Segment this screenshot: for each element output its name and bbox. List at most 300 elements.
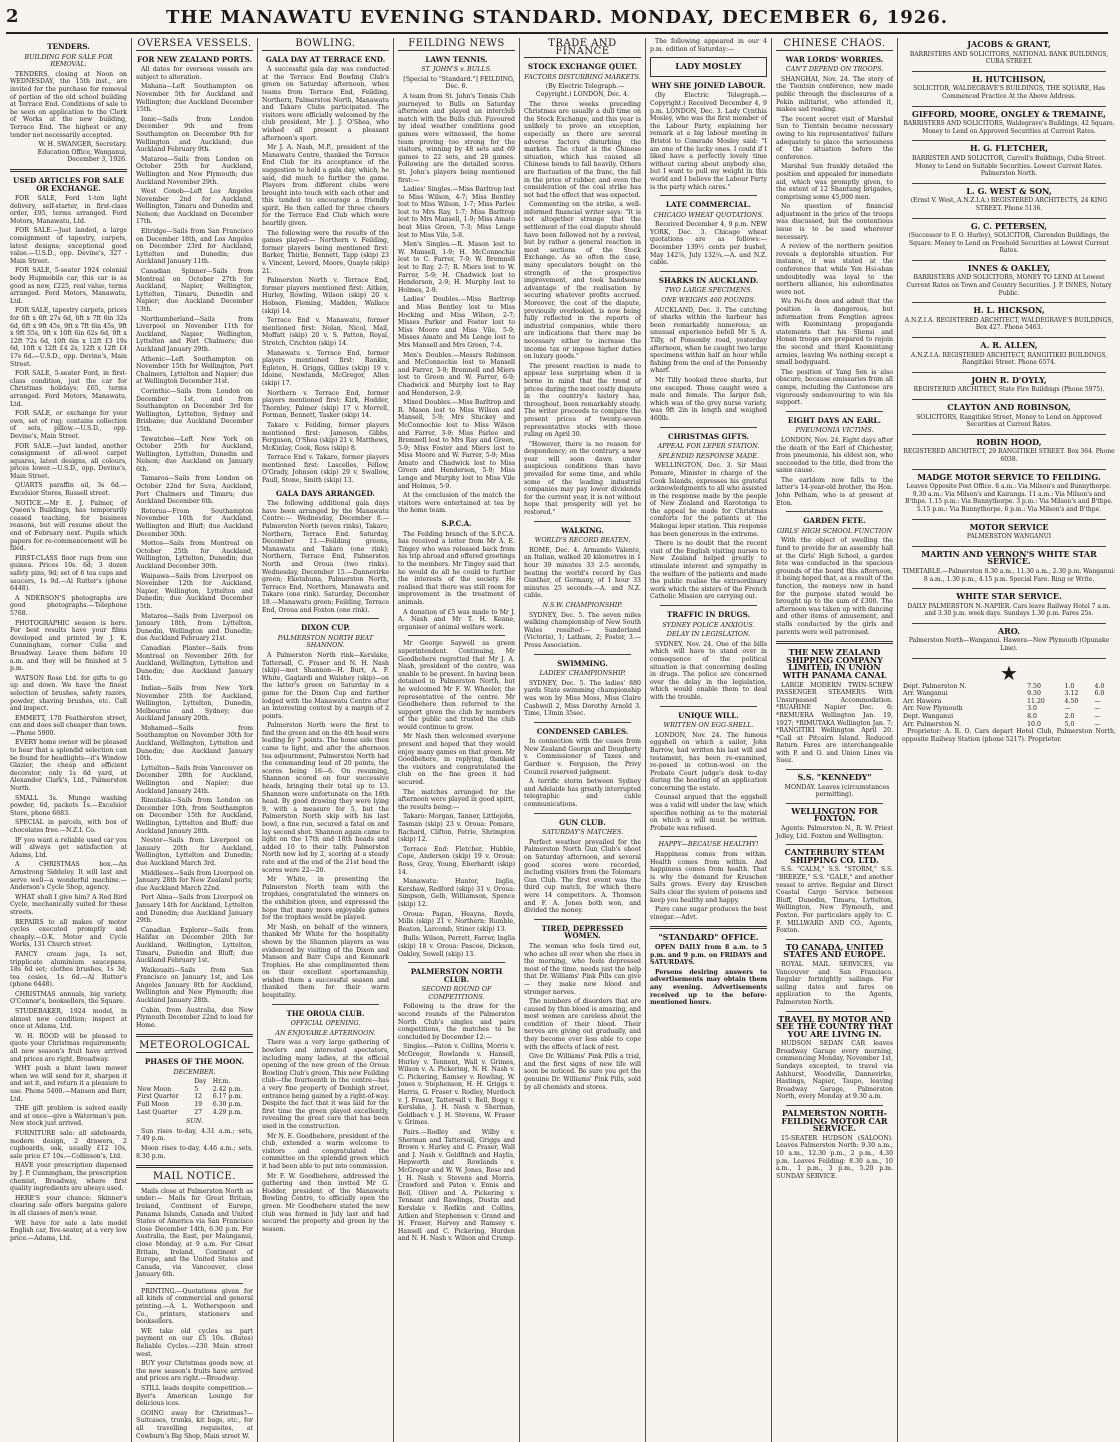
moon-phases-heading: PHASES OF THE MOON.	[144, 1057, 245, 1067]
used-articles-heading: USED ARTICLES FOR SALE OR EXCHANGE.	[13, 175, 124, 193]
professional-ad-body: PALMERSTON WANGANUI	[966, 533, 1052, 541]
article-paragraph: Bulls: Wilson, Perrett, Farrer, Inglis (skip) 18 v. Oroua: Pascoe, Dickson, Oakley, Sowell (skip) 13.	[398, 935, 515, 958]
professional-ad	[902, 374, 1116, 394]
professional-ad-name: H. G. FLETCHER,	[969, 143, 1049, 154]
walking-subheading: WALKING.	[561, 525, 604, 535]
drugs-deck: SYDNEY POLICE ANXIOUS.	[662, 620, 755, 629]
professional-ad-name: CLAYTON AND ROBINSON,	[947, 402, 1071, 412]
professional-ads-list	[902, 41, 1116, 659]
tenders-signature: W. H. SWANGER, Secretary. Education Office, Wanganui, December 3, 1926.	[37, 141, 127, 164]
article-paragraph: Terrace End v. Takaro, former players mentioned first: Lascelles, Fellow, O'Grady, Johnson (skip) 29 v. Swallow, Paull, Stone, Smith (skip) 13.	[262, 454, 389, 485]
sharks-deck-2: ONE WEIGHS 460 POUNDS.	[661, 296, 756, 305]
classified-ad: THE gift problem is solved easily and at once—give a Waterman's pen. New stock just arrived.	[10, 1105, 127, 1128]
classified-ad: FIRST-CLASS floor rugs from one guinea. Prices 10s. 6d; 3 dozen safety pins, 9d; set of 6 tea cups and saucers, 1s 9d.—Al Rutter's (phone 6448).	[10, 554, 127, 593]
lady-mosley-box	[650, 57, 767, 77]
divider	[912, 434, 1106, 435]
article-paragraph: Mr Tilly hooked three sharks, but one escaped. Those caught were a male and female. The larger fish, which was of the grey nurse variety, was 9ft 2in in length and weighed 460lb.	[650, 376, 767, 422]
condensed-cables-subheading: CONDENSED CABLES.	[536, 726, 629, 736]
divider	[408, 962, 505, 963]
divider	[660, 706, 757, 707]
kennedy-body: MONDAY. Leaves (circumstances permitting).	[784, 783, 890, 799]
moon-cell: 4.29 p.m.	[212, 1108, 243, 1116]
classified-ad: EMMETT, 170 Featherston street, can and does sell cheaper than town.—Phone 5900.	[10, 714, 127, 737]
article-paragraph: The matches arranged for the afternoon were played in good spirit, the results being:—	[398, 788, 515, 811]
leper-deck: APPEAL FOR LEPER STATION.	[657, 442, 760, 451]
divider	[408, 635, 505, 636]
bowling-heading: BOWLING.	[262, 40, 389, 51]
timetable-cell: —	[1094, 705, 1101, 713]
article-paragraph: Wu Pei-fu does and admit that the position is dangerous, but information from Fengtien agrees with Kuomintang propaganda statements that his Shensi and Honan troops are prepared to rejoin the second and third Kuomintang armies, leaving Wu nothing except a small bodyguard.	[776, 298, 893, 367]
article-paragraph: Mixed Doubles.—Miss Barltrop and R. Mason lost to Miss Wilson and Mansell, 5-9; Mrs Stuckey and McConnochie lost to Miss Wilson and Farrer, 3-9; Miss Parlee and Bremnell lost to Mrs Ray and Green, 5-9; Miss Foster and Miers lost to Miss Moore and W. Farrer, 5-9; Miss Amato and Chadwick lost to Miss Green and Henderson, 5-9; Miss Lenge and Murphy lost to Miss Vile and Holmes, 5-9.	[398, 399, 515, 490]
article-paragraph: SYDNEY, Dec. 5. The seven miles walking championship of New South Wales resulted:— Sunderland (Victoria), 1; Latham, 2; Foster, 3.—Press Association.	[524, 611, 641, 649]
sharks-subheading: SHARKS IN AUCKLAND.	[658, 275, 759, 285]
classified-ad: WE have for sale a late model English car, five-seater, at a very low price.—Adams, Ltd.	[10, 1219, 127, 1242]
mail-notice-heading: MAIL NOTICE.	[136, 1173, 253, 1184]
column-oversea-vessels	[132, 38, 258, 1442]
article-paragraph: With the object of swelling the fund to provide for an assembly hall at the Girls' High School, a garden fete was conducted in the spacious grounds of the board this afternoon, it being hoped that, as a result of the function, the moneys now in hand for the purpose stated would be brought up to the sum of £300. The afternoon was taken up with dancing and other items of amusement, and stalls conducted by the girls and parents were well patronised.	[776, 537, 893, 636]
classified-ads-list	[10, 195, 127, 1242]
lawn-tennis-subheading: LAWN TENNIS.	[425, 54, 488, 64]
professional-ad-name: A. R. ALLEN,	[980, 340, 1038, 351]
classified-ad: FOR SALE, or exchange for your own, set of rug; contains collection of sets, pillow.—U.S.D., opp. Devine's, Main Street.	[10, 410, 127, 440]
professional-ad	[902, 593, 1116, 618]
divider	[136, 1165, 253, 1168]
classified-ad: A CHRISTMAS box.—An Armstrong Siddeley. It will last and serve well—a wonderful machine.—Anderson's Cycle Shop, agency.	[10, 861, 127, 892]
stock-exchange-deck: FACTORS DISTURBING MARKETS.	[524, 72, 641, 81]
article-paragraph: Palmerston North were the first to find the green and on the 4th head were leading by 7 points. The home side then came to light, and after the afternoon tea adjournment, Palmerston North had the commanding lead of 20 points, the scores being 16—6. On resuming, Shannon scored on four successive heads, bringing their total up to 13. Shannon were unfortunate on the 16th head. By good drawing they were lying 9, with a measure for 5, but the Palmerston North skip with his last bowl, a fine run, secured a fatal on and lay second shot. Shannon again came to light on the 17th and 18th heads and added 10 to their tally. Palmerston North now led by 2, scoring at a steady rate and at the end of the 21st head the scores were 22—20.	[262, 722, 389, 874]
vessel-entry: Lyttelton—Sails from Vancouver on December 28th for Auckland, Wellington and Napier; due Auckland January 24th.	[136, 764, 253, 795]
professional-ad-body: REGISTERED ARCHITECT, 29 RANGITIKEI STREET. Box 364. Phone 6038.	[903, 448, 1115, 463]
divider	[912, 337, 1106, 338]
column-feilding-news	[394, 38, 520, 1442]
divider	[912, 469, 1106, 470]
professional-ad-body: (Ernst V. West, A.N.Z.I.A.) REGISTERED ARCHITECTS, 24 KING STREET. Phone 5136.	[910, 197, 1108, 212]
column-chinese-chaos	[772, 38, 898, 1442]
dixon-cup-deck: PALMERSTON NORTH BEAT SHANNON.	[277, 633, 374, 650]
professional-ad-body: A.N.Z.I.A. REGISTERED ARCHITECT, RANGITIKEI BUILDINGS, Rangitikei Street. Phone 6574.	[910, 351, 1108, 367]
classified-ad: SMALL 3s. Mungo washing powder, 6d, packets 1s.—Excelsior Store, phone 6683.	[10, 794, 127, 817]
sun-text: Sun rises to-day, 4.31 a.m.; sets, 7.49 p.m.	[136, 1127, 253, 1143]
pn-feilding-body: 15-SEATER HUDSON (SALOON). Leaves Palmerston North: 9.30 a.m., 10 a.m., 12.30 p.m., 2 p.m., 4.30 p.m. Leaves Feilding: 8.30 a.m., 10 a.m., 1 p.m., 3 p.m., 5.20 p.m. SUNDAY SERVICE.	[776, 1134, 893, 1180]
timetable-cell: 11.20	[1027, 697, 1045, 705]
vessel-entry: Indian—Sails from New York November 25th for Auckland, Wellington, Lyttelton, Dunedin, Melbourne and Sydney; due Auckland January 20th.	[136, 684, 253, 723]
classified-ad: EVERY home owner will be pleased to hear that a splendid selection can be found for headlights—it's Window Glazier, the cheap and efficient decorator, only 1s 6d yard, at Alexander Clark's, Ltd., Palmerston North.	[10, 739, 127, 793]
professional-ad-body: BARRISTERS AND SOLICITORS, MONEY TO LEND At Lowest Current Rates on Town and Country Securities. J. P. INNES, Notary Public.	[906, 274, 1112, 297]
divider	[146, 1283, 243, 1284]
response-deck: SPLENDID RESPONSE MADE.	[657, 451, 760, 460]
moon-phase-row	[136, 1109, 253, 1117]
swimming-subheading: SWIMMING.	[557, 658, 608, 668]
article-paragraph: The present reaction is made to appear less surprising when it is borne in mind that the trend of prices during the most costly dispute in the country's history has, throughout, been remarkably steady. The writer proceeds to compare the present prices of twenty-seven representative stocks with those ruling on April 30.	[524, 362, 641, 439]
article-paragraph: Takaro: Morgan, Tanner, Littlejohn, Tasman (skip) 23 v. Oroua: Pomare, Rachard, Clifton, Petrie, Shrimpton (skip) 12.	[398, 813, 515, 844]
vessel-list	[136, 83, 253, 1029]
vessel-entry: Mataroa—Sails from London on October 25th for Auckland, Wellington and New Plymouth; due Auckland November 29th.	[136, 155, 253, 186]
divider	[912, 588, 1106, 589]
timetable-cell: 9.30	[1027, 690, 1041, 698]
article-paragraph: SYDNEY, Dec. 5. The ladies' 880 yards State swimming championship was won by Miss Moss, Miss Claire Cashwell 2, Miss Dorothy Arnold 3. Time, 13min 35sec.	[524, 679, 641, 718]
professional-ad-body: A.N.Z.I.A. REGISTERED ARCHITECT, WALDEGRAVE'S BUILDINGS, Box 427. Phone 5463.	[904, 316, 1114, 332]
article-paragraph: No question of financial adjustment in the price of the troops was discussed, but the contentious issue is to be used wherever necessary.	[776, 203, 893, 241]
professional-ad-body: Leaves Opposite Post Office. 8 a.m.: Via Milson's and Bunnythorpe. 9.30 a.m.: Via Milson's and Kairanga. 11 a.m.: Via Milson's and B'thpe. 1.15 p.m.: Via Bunnythorpe. 3 p.m.: Via Milson's and B'thpe. 5.15 p.m.: Via Bunnythorpe. 6 p.m.: Via Milson's and B'thpe.	[905, 483, 1113, 513]
nz-ports-subheading: FOR NEW ZEALAND PORTS.	[137, 54, 252, 64]
classified-ad: HAVE your prescription dispensed by J. P. Cunningham, the prescription chemist, Broadway, where first quality ingredients are always used.	[10, 1162, 127, 1193]
vessel-entry: Nestor—Sails from Liverpool on January 20th for Auckland, Wellington, Lyttelton and Dunedin; due Auckland March 3rd.	[136, 837, 253, 867]
late-commercial-subheading: LATE COMMERCIAL.	[665, 200, 752, 210]
timetable-cell: —	[1094, 697, 1101, 705]
divider	[786, 939, 883, 940]
professional-ad-name: MARTIN AND VERNON'S WHITE STAR SERVICE.	[921, 548, 1097, 567]
divider	[660, 836, 757, 837]
timetable-cell: Dept. Wanganui	[903, 713, 954, 721]
meteorological-heading: METEOROLOGICAL	[136, 1042, 253, 1053]
divider	[912, 218, 1106, 219]
divider	[912, 519, 1106, 520]
divider	[912, 260, 1106, 261]
canterbury-body: S.S. "CALM," S.S. "STORM," S.S. "BREEZE," S.S. "GALE," and another vessel to arrive. Regular and Direct Coastal Cargo Service between Bluff, Dunedin, Timaru, Lyttelton, Wellington, New Plymouth, and Foxton. For particulars apply to: C. F. MILLWARD AND CO., Agents, Foxton.	[776, 866, 893, 935]
timetable-row	[902, 690, 1116, 698]
page-columns	[6, 38, 1116, 1440]
article-paragraph: In connection with the cases from New Zealand George and Dougherty v. Commissioner of Taxes and Gardner v. Ferguson, the Privy Council reserved judgment.	[524, 738, 641, 776]
professional-ad	[902, 436, 1116, 464]
professional-ad	[902, 185, 1116, 213]
article-paragraph: Men's Singles.—R. Mason lost to W. Mansell, 1-9; H. McConnochie lost to C. Farrer, 7-9; W. Bremnell lost to Ray, 2-7; R. Miers lost to W. Farrer, 5-9; H. Chadwick lost to Henderson, 2-9; H. Murphy lost to Holmes, 2-9.	[398, 241, 515, 294]
article-paragraph: Mr N. E. Goodbehere, president of the club, extended a warm welcome to visitors and congratulated the committee on the splendid green which it had been able to put into commission.	[262, 1132, 389, 1170]
drugs-deck-2: DELAY IN LEGISLATION.	[666, 630, 751, 639]
article-paragraph: Pure cane sugar produces the best vinegar.—Advt.	[650, 906, 767, 921]
moon-cell: 6.17 p.m.	[212, 1093, 243, 1101]
professional-ad-body: TIMETABLE.—Palmerston 8.30 a.m., 11.30 a.m., 2.30 p.m. Wanganui: 8 a.m., 1.30 p.m., 4.15 p.m. Special Fare. Ring or Write.	[902, 567, 1116, 583]
moon-cell: 12	[194, 1093, 203, 1101]
classified-ad: HERE'S your chance: Skinner's clearing sale offers bargains galore in all classes of men's wear.	[10, 1194, 127, 1217]
pn-club-subheading: PALMERSTON NORTH CLUB.	[410, 967, 503, 984]
vessel-entry: Canadian Spinner—Sails from Montreal on October 27th for Auckland, Napier, Wellington, Lyttelton, Timaru, Dunedin and Napier; due Auckland December 13th.	[136, 268, 253, 313]
tired-women-subheading: TIRED, DEPRESSED WOMEN.	[541, 923, 624, 941]
article-paragraph: The woman who feels tired out, who aches all over when she rises in the morning, who feels depressed most of the time, needs just the help that Dr. Williams' Pink Pills can give — they make new blood and stronger nerves.	[524, 942, 641, 996]
classified-ad: REPAIRS to all makes of motor cycles executed promptly and cheaply.—O.K. Motor and Cycle Works, 131 Church street.	[10, 918, 127, 949]
classified-ad: FURNITURE sale: all sideboards, modern design, 2 drawers, 2 cupboards, oak, usually £12 10s, sale price £7 10s.—Collinson's, Ltd.	[10, 1129, 127, 1160]
professional-ad	[902, 73, 1116, 101]
article-paragraph: SHANGHAI, Nov. 24. The story of the Tientsin conference, now made public through the disclosures of a Pekin militarist, who attended it, makes sad reading.	[776, 75, 893, 114]
classified-ad: W. H. ROOD will be pleased to quote your Christmas requirements; all new season's fruit have arrived and prices are right. Broadway.	[10, 1032, 127, 1063]
feilding-news-heading: FEILDING NEWS	[398, 40, 515, 51]
professional-ad-body: DAILY PALMERSTON N.-NAPIER. Cars leave Railway Hotel 7 a.m. and 3.30 p.m. week days. Sundays 1.30 p.m. Fares 25s.	[907, 602, 1111, 618]
mail-notice-body: Mails close at Palmerston North as under:— Mails for Great Britain, Ireland, Continent of Europe, Panama Islands, Canada and United States of America via San Francisco close December 14th, 6.30 p.m. For Australia, the East, per Maunganui, close Monday, at 9 a.m. For Great Britain, Ireland, Continent of Europe, and the United States and Canada, via Vancouver, close January 6th.	[136, 1187, 253, 1279]
classified-ad: FOR SALE.—Just landed, another consignment of all-wool carpet squares, latest designs, all colours, prices lower.—U.S.D., opp. Devine's, Main Street.	[10, 442, 127, 480]
column2-ads	[136, 1288, 253, 1440]
vessel-entry: Ionic—Sails from London December 9th and from Southampton on December 9th for Wellington and Auckland; due Auckland February 9th.	[136, 115, 253, 154]
classified-ad: WATSON Rose Ltd. for gifts to go up and down. We have the finest selection of brushes, safety razors, powder, shaving brushes, etc. Call and inspect.	[10, 674, 127, 713]
professional-ad-body: BARRISTERS AND SOLICITORS, Waldegrave's Buildings, 42 Square. Money to Lend on Approved Securities at Current Rates.	[903, 120, 1115, 135]
article-paragraph: The Feilding branch of the S.P.C.A. has received a letter from Mr A. E. Tingey who was released back from his trip abroad and offered greetings to the members. Mr Tingey said that he would do all he could to further the interests of the society. He realised that there was still room for improvement in the treatment of animals.	[398, 530, 515, 606]
divider	[912, 658, 1106, 659]
classified-ad: FOR SALE, Ford 1-ton light delivery, self-starter, in first-class order, £95, terms arranged. Ford Motors, Manawatu, Ltd.	[10, 195, 127, 225]
vessel-entry: Waikouaiti—Sails from San Francisco on January 1st, and Los Angeles January 8th for Auckland, Wellington and New Plymouth; due Auckland January 28th.	[136, 966, 253, 1005]
timetable-cell: —	[1094, 720, 1101, 728]
timetable-row	[902, 698, 1116, 706]
divider	[786, 411, 883, 412]
vessel-entry: Tamaroa—Sails from London on October 22nd for Suva, Auckland, Port Chalmers and Timaru; due Auckland December 6th.	[136, 475, 253, 506]
column-cables	[646, 38, 772, 1442]
professional-ad	[902, 625, 1116, 653]
divider	[534, 722, 631, 723]
column-classifieds	[6, 38, 132, 1442]
wheat-deck: CHICAGO WHEAT QUOTATIONS.	[653, 210, 764, 219]
article-paragraph: The following were the results of the games played:— Northern v. Feilding, former players being mentioned first: Barker, Thirlie, Bennett, Tapp (skip) 23 v. Vincent, Leverd, Moore, Quayle (skip) 21.	[262, 229, 389, 275]
sun-heading: SUN.	[186, 1117, 203, 1126]
column-trade-finance	[520, 38, 646, 1442]
stock-exchange-subheading: STOCK EXCHANGE QUIET.	[527, 62, 638, 72]
article-paragraph: A review of the northern position reveals a deplorable situation. For instance, it was stated at the conference that while Yen Hsi-shan undoubtedly was loyal to the northern alliance, his subordinates were not.	[776, 243, 893, 296]
vessel-entry: Eltridge—Sails from San Francisco on December 18th, and Los Angeles on December 23rd for Auckland, Lyttelton and Dunedin; due Auckland January 11th.	[136, 228, 253, 266]
divider	[786, 844, 883, 845]
article-paragraph: Pairs.—Rodley and Wilby v. Sherman and Tattersall, Griggs and Brown v. Hurley and C. Fraser, Wall and J. Nash v. Goldfinch and Haylis, Hepworth and Rowlands v. McGregor and W. W. Jones, Rose and J. H. Nash v. Stevens and Morris, Crawford and Paton v. Ennis and Bell, Oliver and A. Pickering v. Tennant and Rawlings, Dustin and Kerslake v. Rodkin and Collins, Aitken and Stephenson v. Grand and H. Fraser, Harvey and Ramsey v. Hansell and C. Pickering, Hurden and N. H. Nash v. Wilson and Crump.	[398, 1128, 515, 1243]
dateline: [Special to "Standard."] FEILDING, Dec. 6.	[403, 75, 515, 91]
divider	[912, 106, 1106, 107]
office-note: Persons desiring answers to advertisements may obtain them any evening. Advertisements received up to the before-mentioned hours.	[650, 968, 767, 1007]
tenders-body: TENDERS, closing at Noon on WEDNESDAY, the 15th inst., are invited for the purchase for removal of portion of the old school building at Terrace End. Conditions of sale to be seen on application to the Clerk of Works at the new building, Terrace End. The highest or any tender not necessarily accepted.	[10, 70, 127, 139]
article-paragraph: Terrace End v. Manawatu, former mentioned first: Nolan, Nicol, Mail, Moffatt (skip) 20 v. S. Patton, Royal, Stretch, Crichton (skip) 14.	[262, 317, 389, 347]
article-paragraph: There was a very large gathering of bowlers and interested spectators, including many ladies, at the official opening of the new green of the Oroua Bowling Club's green. This new Feilding club—the fourteenth in the centre—has a very fine property of Denbigh street, entrance being gained by a right-of-way. Despite the fact that it was laid for the first time the green played excellently, revealing the great care that has been used in the construction.	[262, 1039, 389, 1130]
professional-ad-body: REGISTERED ARCHITECT, State Fire Buildings (Phone 5975).	[913, 386, 1105, 394]
article-paragraph: Oroua: Pagan, Heayns, Royds, Mills (skip) 21 v. Northern: Rumble, Beaton, Larcomb, Stiner (skip) 13.	[398, 910, 515, 933]
tenders-heading: TENDERS.	[47, 42, 90, 51]
article-paragraph: There is no doubt that the recent visit of the English visiting nurses to New Zealand helped greatly to stimulate interest and sympathy in the welfare of the patients and made the public realise the extraordinary work which the sisters of the French Catholic Mission are carrying out.	[650, 540, 767, 601]
walking-deck: WORLD'S RECORD BEATEN.	[534, 536, 631, 545]
page-number: 2	[6, 6, 19, 27]
divider	[912, 71, 1106, 72]
divider	[912, 623, 1106, 624]
classified-ad: CHRISTMAS annuals, big variety. O'Connor's, booksellers, the Square.	[10, 990, 127, 1006]
chinese-chaos-heading: CHINESE CHAOS.	[776, 40, 893, 51]
vessel-entry: Rimutaka—Sails from London on December 10th, from Southampton on December 15th for Auckland, Wellington, Lyttelton and Bluff; due Auckland January 28th.	[136, 797, 253, 835]
classified-ad: FOR SALE, 5-seater 1924 colonial body Hupmobile car, this car is as good as new, £225, real value, terms arranged. Ford Motors, Manawatu, Ltd.	[10, 267, 127, 305]
professional-ad-body: Palmerston North—Wanganui. Hawera—New Plymouth (Opunake Line).	[908, 637, 1110, 653]
professional-ad-body: BARRISTER AND SOLICITOR, Carroll's Buildings, Cuba Street. Money to Lend on Suitable Securities. Lowest Current Rates. Palmerston North.	[911, 154, 1106, 178]
article-paragraph: (By Electric Telegraph.—Copyright.) Received December 4, 9 p.m. LONDON, Dec. 3. Lady Cynthia Mosley, who was the first member of the Labour Party, explaining her remark at a big labour meeting in Bristol to Comrade Mosley said: "I am one of the lucky ones. I could if I liked have a perfectly lovely time without caring about anybody else, but I want to pull my weight in this world and I believe the Labour Party is the party which cares."	[650, 92, 767, 191]
article-paragraph: The following additional gala days have been arranged by the Manawatu Centre:— Wednesday, December 8.—Palmerston North (seven rinks), Takaro, Northern, Terrace End. Saturday, December 11.—Feilding greens, Manawatu and Takaro (one rink); Northern, Terrace End, Palmerston North and Oroua (two rinks). Wednesday, December 15.—Dannevirke green; Eketahuna, Palmerston North, Terrace End, Northern, Manawatu and Takaro (one rink). Saturday, December 18.—Manawatu green; Feilding, Terrace End, Oroua and Foxton (one rink).	[262, 500, 389, 614]
classified-ad: FOR SALE.—Just landed, a large consignment of tapestry, carpets, latest designs; exceptional good value.—U.S.D., opp. Devine's, 327 - Main Street.	[10, 227, 127, 265]
professional-ad-name: MOTOR SERVICE	[969, 521, 1049, 532]
article-paragraph: Mr F. W. Goodbehere, addressed the gathering and then invited Mr G. Hodder, president of the Manawatu Bowling Centre, to officially open the green. Mr Goodbehere stated the new club was formed in July last and had secured the property and green by the season.	[262, 1172, 389, 1233]
article-paragraph: Mr George Saywell as green superintendent. Continuing, Mr Goodbehere regretted that Mr J. A. Nash, president of the centre, was unable to be present. In having been detained in Palmerston North, but he welcomed Mr F. W. Wheeler, the representative of the centre. Mr Goodbehere then referred to the support given the club by members of the public and trusted the club would continue to grow.	[398, 640, 515, 731]
classified-ad: WE take old cycles as part payment on our £5 10s. (Bates) Reliable Cycles.—230 Main street west.	[136, 1327, 253, 1358]
article-paragraph: Mr White, in presenting the Palmerston North team with the trophies, congratulated the winners on the exhibition given, and expressed the hope that many more enjoyable games for the trophies would be played.	[262, 876, 389, 922]
edition-note: The following appeared in our 4 p.m. edition of Saturday:—	[650, 38, 767, 53]
tennis-deck: ST. JOHN'S v. BULLS.	[421, 65, 492, 74]
lady-mosley-heading: LADY MOSLEY	[675, 61, 742, 72]
moon-table	[136, 1078, 253, 1116]
professional-ad-name: L. G. WEST & SON,	[966, 185, 1052, 196]
dateline: (By Electric Telegraph.—Copyright.) LONDON, Dec. 4.	[535, 83, 630, 98]
gala-day-subheading: GALA DAY AT TERRACE END.	[265, 54, 386, 64]
article-paragraph: Manawatu: Hunter, Inglis, Kershaw, Redford (skip) 31 v. Oroua: Simpson, Gelb, Williamson, Spence (skip) 12.	[398, 878, 515, 908]
vessel-entry: Waipawa—Sails from Liverpool on November 12th for Auckland, Napier, Wellington, Lyttelton and Dunedin; due Auckland December 15th.	[136, 572, 253, 610]
timetable-cell: —	[1064, 705, 1071, 713]
moon-month: DECEMBER.	[173, 1067, 216, 1076]
vessel-entry: West Conob—Left Los Angeles November 2nd for Auckland, Wellington, Timaru and Dunedin and Nelson; due Auckland on December 17th.	[136, 188, 253, 226]
divider	[786, 769, 883, 770]
tenders-subheading: BUILDING FOR SALE FOR REMOVAL.	[24, 52, 113, 69]
war-lords-subheading: WAR LORDS' WORRIES.	[785, 54, 884, 64]
classified-ad: A NDERSON'S photographs are good photographs.—Telephone 5768.	[10, 594, 127, 617]
gun-club-subheading: GUN CLUB.	[559, 817, 606, 827]
gala-days-arranged-subheading: GALA DAYS ARRANGED.	[276, 488, 375, 498]
article-paragraph: Terrace End: Fletcher, Hubble, Cope, Anderson (skip) 19 v. Oroua: Ross, Gray, Young, Eberhardt (skip) 14.	[398, 845, 515, 876]
professional-ad-body: SOLICITOR, WALDEGRAVE'S BUILDINGS, THE SQUARE, Has Commenced Practice At the Above Address.	[913, 85, 1105, 100]
vessel-entry: Port Alma—Sails from Liverpool on January 14th for Auckland, Lyttelton and Dunedin; due Auckland January 29th.	[136, 894, 253, 925]
masthead	[6, 4, 1108, 34]
aro-timetable	[902, 683, 1116, 729]
divider	[912, 183, 1106, 184]
divider	[272, 1004, 379, 1005]
divider	[912, 302, 1106, 303]
moon-cell: 27	[194, 1108, 203, 1116]
vessel-entry: Mahana—Left Southampton on November 5th for Auckland and Wellington; due Auckland December 15th.	[136, 83, 253, 114]
vessel-entry: Rotorua—From Southampton November 16th for Auckland, Wellington and Bluff; due Auckland December 30th.	[136, 507, 253, 538]
happy-healthy-heading: HAPPY—BECAUSE HEALTHY!	[658, 840, 759, 849]
timetable-cell: Arr. Hawera	[903, 697, 942, 705]
moon-cell: 5	[194, 1085, 199, 1093]
article-paragraph: Commenting on the strike, a well-informed financial writer says: "It is not altogether strange that the settlement of the coal dispute should have been followed not by a revival, but by rather a general reaction in most sections of the Stock Exchange. As so often the case, many speculators bought on the strength of the prospective improvement, and took handsome advantage of the realisation by securing whatever profits accrued. Moreover, the cost of the dispute, previously overlooked, is now being fully reflected in the reports of industrial companies, while there are indications that there may be necessary either to increase the income tax or impose higher duties on luxury goods."	[524, 201, 641, 361]
spca-subheading: S.P.C.A.	[441, 519, 472, 529]
article-paragraph: The position of Yang Sen is also obscure, because emissaries from all camps, including the Cantonese are vigorously endeavouring to win his support.	[776, 368, 893, 407]
article-paragraph: Manawatu v. Terrace End, former players mentioned first: Rankin, Egleton, H. Griggs, Gillies (skip) 19 v. Idoine, Newlands, McGregor, Allen (skip) 17.	[262, 349, 389, 387]
professional-ad	[902, 108, 1116, 136]
classified-ad: SPECIAL in parcels, with box of chocolates free.—N.Z.I. Co.	[10, 819, 127, 834]
oversea-vessels-heading: OVERSEA VESSELS.	[137, 38, 252, 49]
timetable-row	[902, 721, 1116, 729]
pn-club-deck: SECOND ROUND OF COMPETITIONS.	[421, 985, 492, 1001]
classified-ad: STUDEBAKER, 1924 model, in almost new condition; inspect at once at Adams, Ltd.	[10, 1008, 127, 1031]
divider	[136, 1034, 253, 1037]
article-paragraph: A Palmerston North rink—Kerslake, Tattersall, C. Fraser and N. H. Nash (skip)—met Shannon—H. Burt, A. F. White, Gaglardi and Walshey (skip)—on the latter's green on Saturday in a game for the Dixon Cup and further lodged with the Manawatu Centre after an interesting contest by a margin of 2 points.	[262, 651, 389, 720]
professional-ad	[902, 145, 1116, 177]
divider	[660, 271, 757, 272]
vessel-entry: Corinthic—Sails from London on December 1st, and from Southampton on December 3rd for Wellington, Lyttelton, Sydney and Brisbane; due Auckland December 15th.	[136, 387, 253, 433]
article-paragraph: Northern v. Terrace End, former players mentioned first: Kirk, Hodder, Thornley, Palmer (skip) 17 v. Morrell, Forman, Bennett, Tasker (skip) 14.	[262, 389, 389, 420]
vessel-entry: Middlesex—Sails from Liverpool on January 28th for New Zealand ports; due Auckland March 22nd.	[136, 869, 253, 892]
professional-ad-body: SOLICITORS, Rangitikei Street, Money to Lend on Approved Securities at Current Rates.	[916, 413, 1102, 429]
moon-cell: First Quarter	[137, 1093, 179, 1101]
divider	[660, 605, 757, 606]
article-paragraph: LONDON, Nov. 24. The famous eggshell on which a sailor, John Barrow, had written his last will and testament, has been re-examined, re-posed in cotton-wool on the Probate Court judge's desk to-day during the hearing of an application concerning the estate.	[650, 731, 767, 792]
dixon-cup-subheading: DIXON CUP.	[300, 623, 351, 633]
classified-ad: IF you want a reliable used car you will always get satisfaction at Adams, Ltd.	[10, 836, 127, 859]
article-paragraph: Ladies' Doubles.—Miss Barltrop and Miss Bentley lost to Miss Hocking and Miss Wilson, 2-7; Misses Parker and Foster lost to Miss Moore and Miss Vile, 5-9; Misses Amato and Ms Lenge lost to Mrs Mansell and Mrs Green, 7-4.	[398, 296, 515, 349]
classified-ad: PHOTOGRAPHIC season is here. For best results have your films developed and printed by J. K. Cunningham, corner Cuba and Broadway. Leave them before 10 a.m. and they will be finished at 5 p.m.	[10, 619, 127, 673]
article-paragraph: Counsel argued that the eggshell was a valid will under the law, which specifies nothing as to the material on which a will must be written. Probate was refused.	[650, 794, 767, 832]
moon-cell: 6.30 p.m.	[212, 1101, 243, 1108]
timetable-cell: 10.0	[1027, 720, 1041, 728]
article-paragraph: Happiness comes from within. Health comes from within. And happiness comes from health. That is why the demand for Kruschen Salts grows. Every day Kruschen Salts clear the system of poisons and keep you healthy and happy.	[650, 851, 767, 904]
newspaper-title: THE MANAWATU EVENING STANDARD. MONDAY, DECEMBER 6, 1926.	[165, 7, 949, 28]
moon-col-time: Hr.m.	[212, 1078, 231, 1086]
garden-fete-subheading: GARDEN FETE.	[803, 516, 866, 526]
timetable-cell: Arr. Wanganui	[903, 690, 948, 698]
article-paragraph: Takaro v. Feilding, former players mentioned first: Jameson, Gibbs, Ferguson, O'Shea (skip) 21 v. Matthews, McKinlay, Cook, Ross (skip) 8.	[262, 421, 389, 452]
trade-finance-heading: TRADE AND FINANCE	[524, 40, 641, 58]
divider	[912, 140, 1106, 141]
timetable-cell: —	[1094, 713, 1101, 721]
vessel-entry: Tewatchee—Left New York on October 25th for Auckland, Wellington, Lyttelton, Dunedin and Nelson; due Auckland on January 6th.	[136, 435, 253, 473]
moon-col-day: Day	[194, 1078, 207, 1086]
article-paragraph: Give Dr. Williams' Pink Pills a trial, and the first signs of new life will soon be noticed. Be sure you get the genuine Dr. Williams' Pink Pills, sold by all chemists and stores.	[524, 1053, 641, 1091]
professional-ad-body: BARRISTERS AND SOLICITORS, NATIONAL BANK BUILDINGS, CUBA STREET.	[909, 50, 1109, 66]
professional-ad	[902, 548, 1116, 583]
article-paragraph: SYDNEY, Nov. 24. One of the bills which will have to stand over in consequence of the political situation is that concerning dealing in drugs. The police are concerned over the delay in the legislation, which would enable them to deal with the trouble.	[650, 640, 767, 701]
classified-ad: BUY your Christmas goods now, at the new season's fruits have arrived and prices are right.—Broadway.	[136, 1360, 253, 1383]
aro-footer: Proprietor: A. R. O. Cars depart Hotel Club, Palmerston North, opposite Railway Station (phone 5217). Proprietor.	[902, 728, 1116, 743]
classified-ad: QUARTS paraffin oil, 3s 6d.—Excelsior Stores, Russell street.	[10, 482, 127, 498]
column-professional	[898, 38, 1120, 1442]
classified-ad: FOR SALE, 5-seater Ford, in first-class condition, just the car for Christmas holidays; £65, terms arranged. Ford Motors, Manawatu, Ltd.	[10, 370, 127, 408]
divider	[650, 926, 767, 929]
article-paragraph: At the conclusion of the match the visitors were entertained at tea by the home team.	[398, 492, 515, 515]
classified-ad: PRINTING.—Quotations given for all kinds of commercial and general printing.—A. L. Wotherspoon and Co., printers, stationers and booksellers.	[136, 1287, 253, 1326]
vessel-entry: Mohamed—Sails from Southampton on November 30th for Auckland, Wellington, Lyttelton and Dunedin; due Auckland January 10th.	[136, 724, 253, 763]
article-paragraph: Mr Nash, on behalf of the winners, thanked Mr White for the hospitality shown by the Shannon players as was evidenced by visiting of the Dixon and Manson and Barr Cups and Kenmark Trophies. He also complimented them on their excellent sportsmanship, wished them a successful season and thanked them for their warm hospitality.	[262, 923, 389, 1000]
labour-subheading: WHY SHE JOINED LABOUR.	[651, 80, 766, 90]
travel-motor-body: HUDSON SEDAN CAR leaves Broadway Garage every morning, commencing Monday, November 1st, Sundays excepted, to travel via Ashhurst, Woodville, Dannevirke, Hastings, Napier, Taupo, leaving Broadway Garage, Palmerston North, every Monday at 9.30 a.m.	[776, 1040, 893, 1101]
timetable-cell: 4.0	[1094, 682, 1105, 690]
article-paragraph: Palmerston North v. Terrace End, former players mentioned first: Aitken, Hurley, Rowling, Wilson (skip) 20 v. Hobson, Fleming, Madden, Wallace (skip) 14.	[262, 277, 389, 315]
professional-ad	[902, 262, 1116, 297]
professional-ad-name: ARO.	[997, 625, 1021, 636]
divider	[912, 372, 1106, 373]
professional-ad-name: GIFFORD, MOORE, ONGLEY & TREMAINE,	[912, 108, 1106, 119]
divider	[786, 803, 883, 804]
vessel-entry: Canadian Planter—Sails from Montreal on November 26th for Auckland, Wellington, Lyttelton and Dunedin; due Auckland January 14th.	[136, 644, 253, 683]
professional-ad-name: H. L. HICKSON,	[973, 305, 1045, 316]
classified-ad: WHY push a blunt lawn mower when we will send for it, sharpen it and set it, and return it a pleasure to use. Phone 5400.—Manson and Barr, Ltd.	[10, 1065, 127, 1103]
article-paragraph: Men's Doubles.—Messrs Robinson and McConnochie lost to Mansell and Farrer, 3-9; Bremnell and Miers lost to Green and W. Farrer, 6-9; Chadwick and Murphy lost to Ray and Henderson, 2-9.	[398, 351, 515, 397]
article-paragraph: "However, there is no reason for despondency; on the contrary, a new year will soon dawn under auspicious conditions than have prevailed for some time, and while some of the leading industrial companies may pay lower dividends for the current year, it is not without hope that prosperity will yet be restored."	[524, 440, 641, 517]
classified-ad: FOR SALE, tapestry carpets, prices for 6ft x 6ft 27s 6d, 6ft x 7ft 6in 32s 6d, 6ft x 9ft 45s, 9ft x 7ft 6in 45s, 9ft x 9ft 55s, 9ft x 10ft 6in 62s 6d, 9ft x 12ft 72s 6d, 10ft 6in x 12ft £3 19s 6d, 10ft x 12ft £4 2s, 12ft x 12ft £4 17s 6d.—U.S.D., opp. Devine's, Main Street.	[10, 307, 127, 368]
article-paragraph: The earldom now falls to the latter's 14-year-old brother, the Hon. John Pelham, who is at present at Eton.	[776, 476, 893, 507]
earl-subheading: EIGHT DAYS AN EARL.	[787, 415, 882, 425]
timetable-cell: Arr. Palmerston N.	[903, 720, 961, 728]
timetable-cell: Arr. New Plymouth	[903, 705, 963, 713]
professional-ad	[902, 404, 1116, 429]
article-paragraph: Singles.—Paton v. Collins, Morris v. McGregor, Rowlands v. Hansell, Hurley v. Tennent, Wall v. Grimes, Wilson v. A. Pickering, N. H. Nash v. C. Pickering, Ramsey v. Rowling, W. Jones v. Stephenson, H. H. Griggs v. Harris, G. Fraser v. Rodley, Murdoch v. J. Fraser, Tattersall v. Bell, Bogg v. Kerslake, J. H. Nash v. Sherman, Goldbach v. J. H. Stevens, W. Fraser v. Grimes.	[398, 1043, 515, 1127]
professional-ad-name: JACOBS & GRANT,	[967, 39, 1051, 49]
timetable-cell: 6.0	[1094, 690, 1105, 698]
drugs-subheading: TRAFFIC IN DRUGS.	[666, 610, 751, 619]
swimming-deck: LADIES' CHAMPIONSHIP.	[539, 669, 626, 678]
moon-phase-row	[136, 1101, 253, 1109]
article-paragraph: WELLINGTON, Dec. 3. Sir Maui Pomare, Minister in charge of the Cook Islands, expresses his grateful acknowledgments to all who assisted in the response made by the people of New Zealand and Rarotonga to the appeal he made for Christmas comforts for the patients at the Makogai leper station. This response has been generous in the extreme.	[650, 462, 767, 538]
moon-cell: Full Moon	[137, 1101, 169, 1108]
article-paragraph: A successful gala day was conducted at the Terrace End Bowling Club's green on Saturday afternoon, when teams from Terrace End, Feilding, Northern, Palmerston North, Manawatu and Takaro Clubs participated. The visitors were officially welcomed by the club president, Mr J. J. O'Shea, who wished all present a pleasant afternoon's sport.	[262, 66, 389, 142]
divider	[776, 641, 893, 644]
article-paragraph: The numbers of disorders that are caused by thin blood is amazing, and most women are careless about the condition of their blood. Their nerves are giving out gradually, and they become ever less able to cope with the effects of lack of rest.	[524, 998, 641, 1051]
vessel-entry: Mottos—Sails from Montreal on October 25th for Auckland, Wellington, Lyttelton, Dunedin; due Auckland December 30th.	[136, 540, 253, 570]
article-paragraph: Ladies' Singles.—Miss Barltrop lost to Miss Wilson, 4-7; Miss Bentley lost to Miss Wilson, 1-7; Miss Parlee lost to Mrs Ray, 1-7; Miss Barltrop lost to Mrs Mansell, 1-9; Miss Amato beat Miss Green, 7-3; Miss Lenge lost to Miss Vile, 5-8.	[398, 186, 515, 239]
divider	[534, 919, 631, 920]
canada-body: ROYAL MAIL SERVICES, via Vancouver and San Francisco. Regular fortnightly sailings. For sailing dates and fares on application to the Agents, Palmerston North.	[776, 960, 893, 1006]
vessel-entry: Cabin, from Australia, due New Plymouth December 22nd to load for Home.	[136, 1006, 253, 1029]
vessel-entry: Athenic—Left Southampton on November 15th for Wellington, Port Chalmers, Lyttelton and Napier; due at Wellington December 31st.	[136, 355, 253, 386]
foxton-heading: WELLINGTON FOR FOXTON.	[791, 805, 878, 824]
article-paragraph: Mr J. A. Nash, M.P., president of the Manawatu Centre, thanked the Terrace End Club for its acceptance of the suggestion to hold a gala day, which, he said, did much to further the game. Players from different clubs were brought into touch with each other and this tended to encourage a friendly spirit. He then called for three cheers for the Terrace End Club which were heartily given.	[262, 144, 389, 228]
shipping-company-heading: THE NEW ZEALAND SHIPPING COMPANY LIMITED, IN UNION WITH PANAMA CANAL	[782, 647, 887, 680]
article-paragraph: Received December 4, 9 p.m. NEW YORK, Dec. 3. Chicago wheat quotations are as follows:—December 139½ cents per bushel, May 142⅞, July 132¼.—A. and N.Z. cable.	[650, 221, 767, 267]
moon-text: Moon rises to-day, 4.46 a.m.; sets, 8.30 p.m.	[136, 1144, 253, 1160]
divider	[10, 169, 127, 172]
divider	[272, 618, 379, 619]
timetable-cell: 7.50	[1027, 682, 1041, 690]
professional-ad	[902, 307, 1116, 332]
